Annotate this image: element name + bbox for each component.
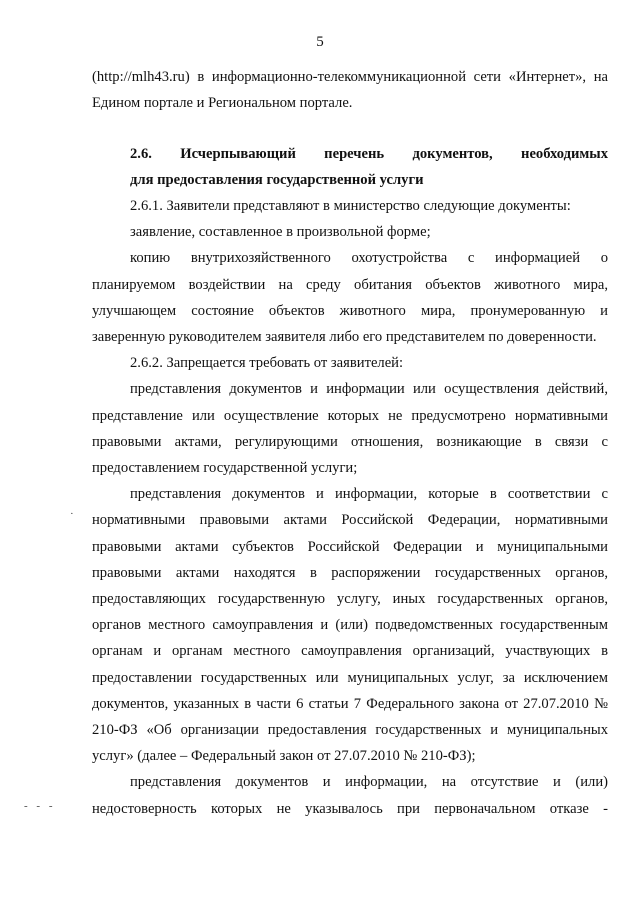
scan-dash-marks: ‑ ‑ ‑	[24, 800, 56, 812]
section-heading	[92, 141, 608, 193]
scan-speck: ·	[70, 508, 74, 520]
page-number: 5	[316, 34, 324, 50]
item-copy: копию внутрихозяйственного охотустройства с информацией о планируемом воздействии на среду обитания объектов животного мира, улучшающем состояние объектов животного мира, пронумерованную и заверенную руководителем заявителя либо его представителем по доверенности.	[92, 250, 608, 346]
intro-paragraph: (http://mlh43.ru) в информационно-телекоммуникационной сети «Интернет», на Едином портале и Региональном портале.	[92, 69, 608, 112]
section-heading-line1: 2.6. Исчерпывающий перечень документов, необходимых	[130, 146, 608, 162]
paragraph-2-6-2: 2.6.2. Запрещается требовать от заявителей:	[130, 355, 404, 372]
item-statement: заявление, составленное в произвольной форме;	[130, 224, 431, 241]
paragraph-2-6-1: 2.6.1. Заявители представляют в министерство следующие документы:	[130, 198, 571, 214]
requirement-3: представления документов и информации, на отсутствие и (или) недостоверность которых не указывалось при первоначальном отказе -	[92, 774, 608, 817]
section-body	[92, 193, 608, 822]
requirement-1: представления документов и информации или осуществления действий, представление или осуществление которых не предусмотрено нормативными правовыми актами, регулирующими отношения, возникающие в связи с предоставлением государственной услуги;	[92, 381, 608, 477]
section-heading-block	[92, 141, 608, 193]
intro-paragraph-block	[92, 64, 608, 116]
requirement-2: представления документов и информации, которые в соответствии с нормативными правовыми актами Российской Федерации, нормативными правовыми актами субъектов Российской Федерации и муниципальными правовыми актами находятся в распоряжении государственных органов, предоставляющих государственную услугу, иных государственных органов, органов местного самоуправления и (или) подведомственных государственным органам и органам местного самоуправления организаций, участвующих в предоставлении государственных или муниципальных услуг, за исключением документов, указанных в части 6 статьи 7 Федерального закона от 27.07.2010 № 210-ФЗ «Об организации предоставления государственных и муниципальных услуг» (далее – Федеральный закон от 27.07.2010 № 210-ФЗ);	[92, 486, 608, 765]
section-heading-line2: для предоставления государственной услуги	[130, 172, 424, 189]
